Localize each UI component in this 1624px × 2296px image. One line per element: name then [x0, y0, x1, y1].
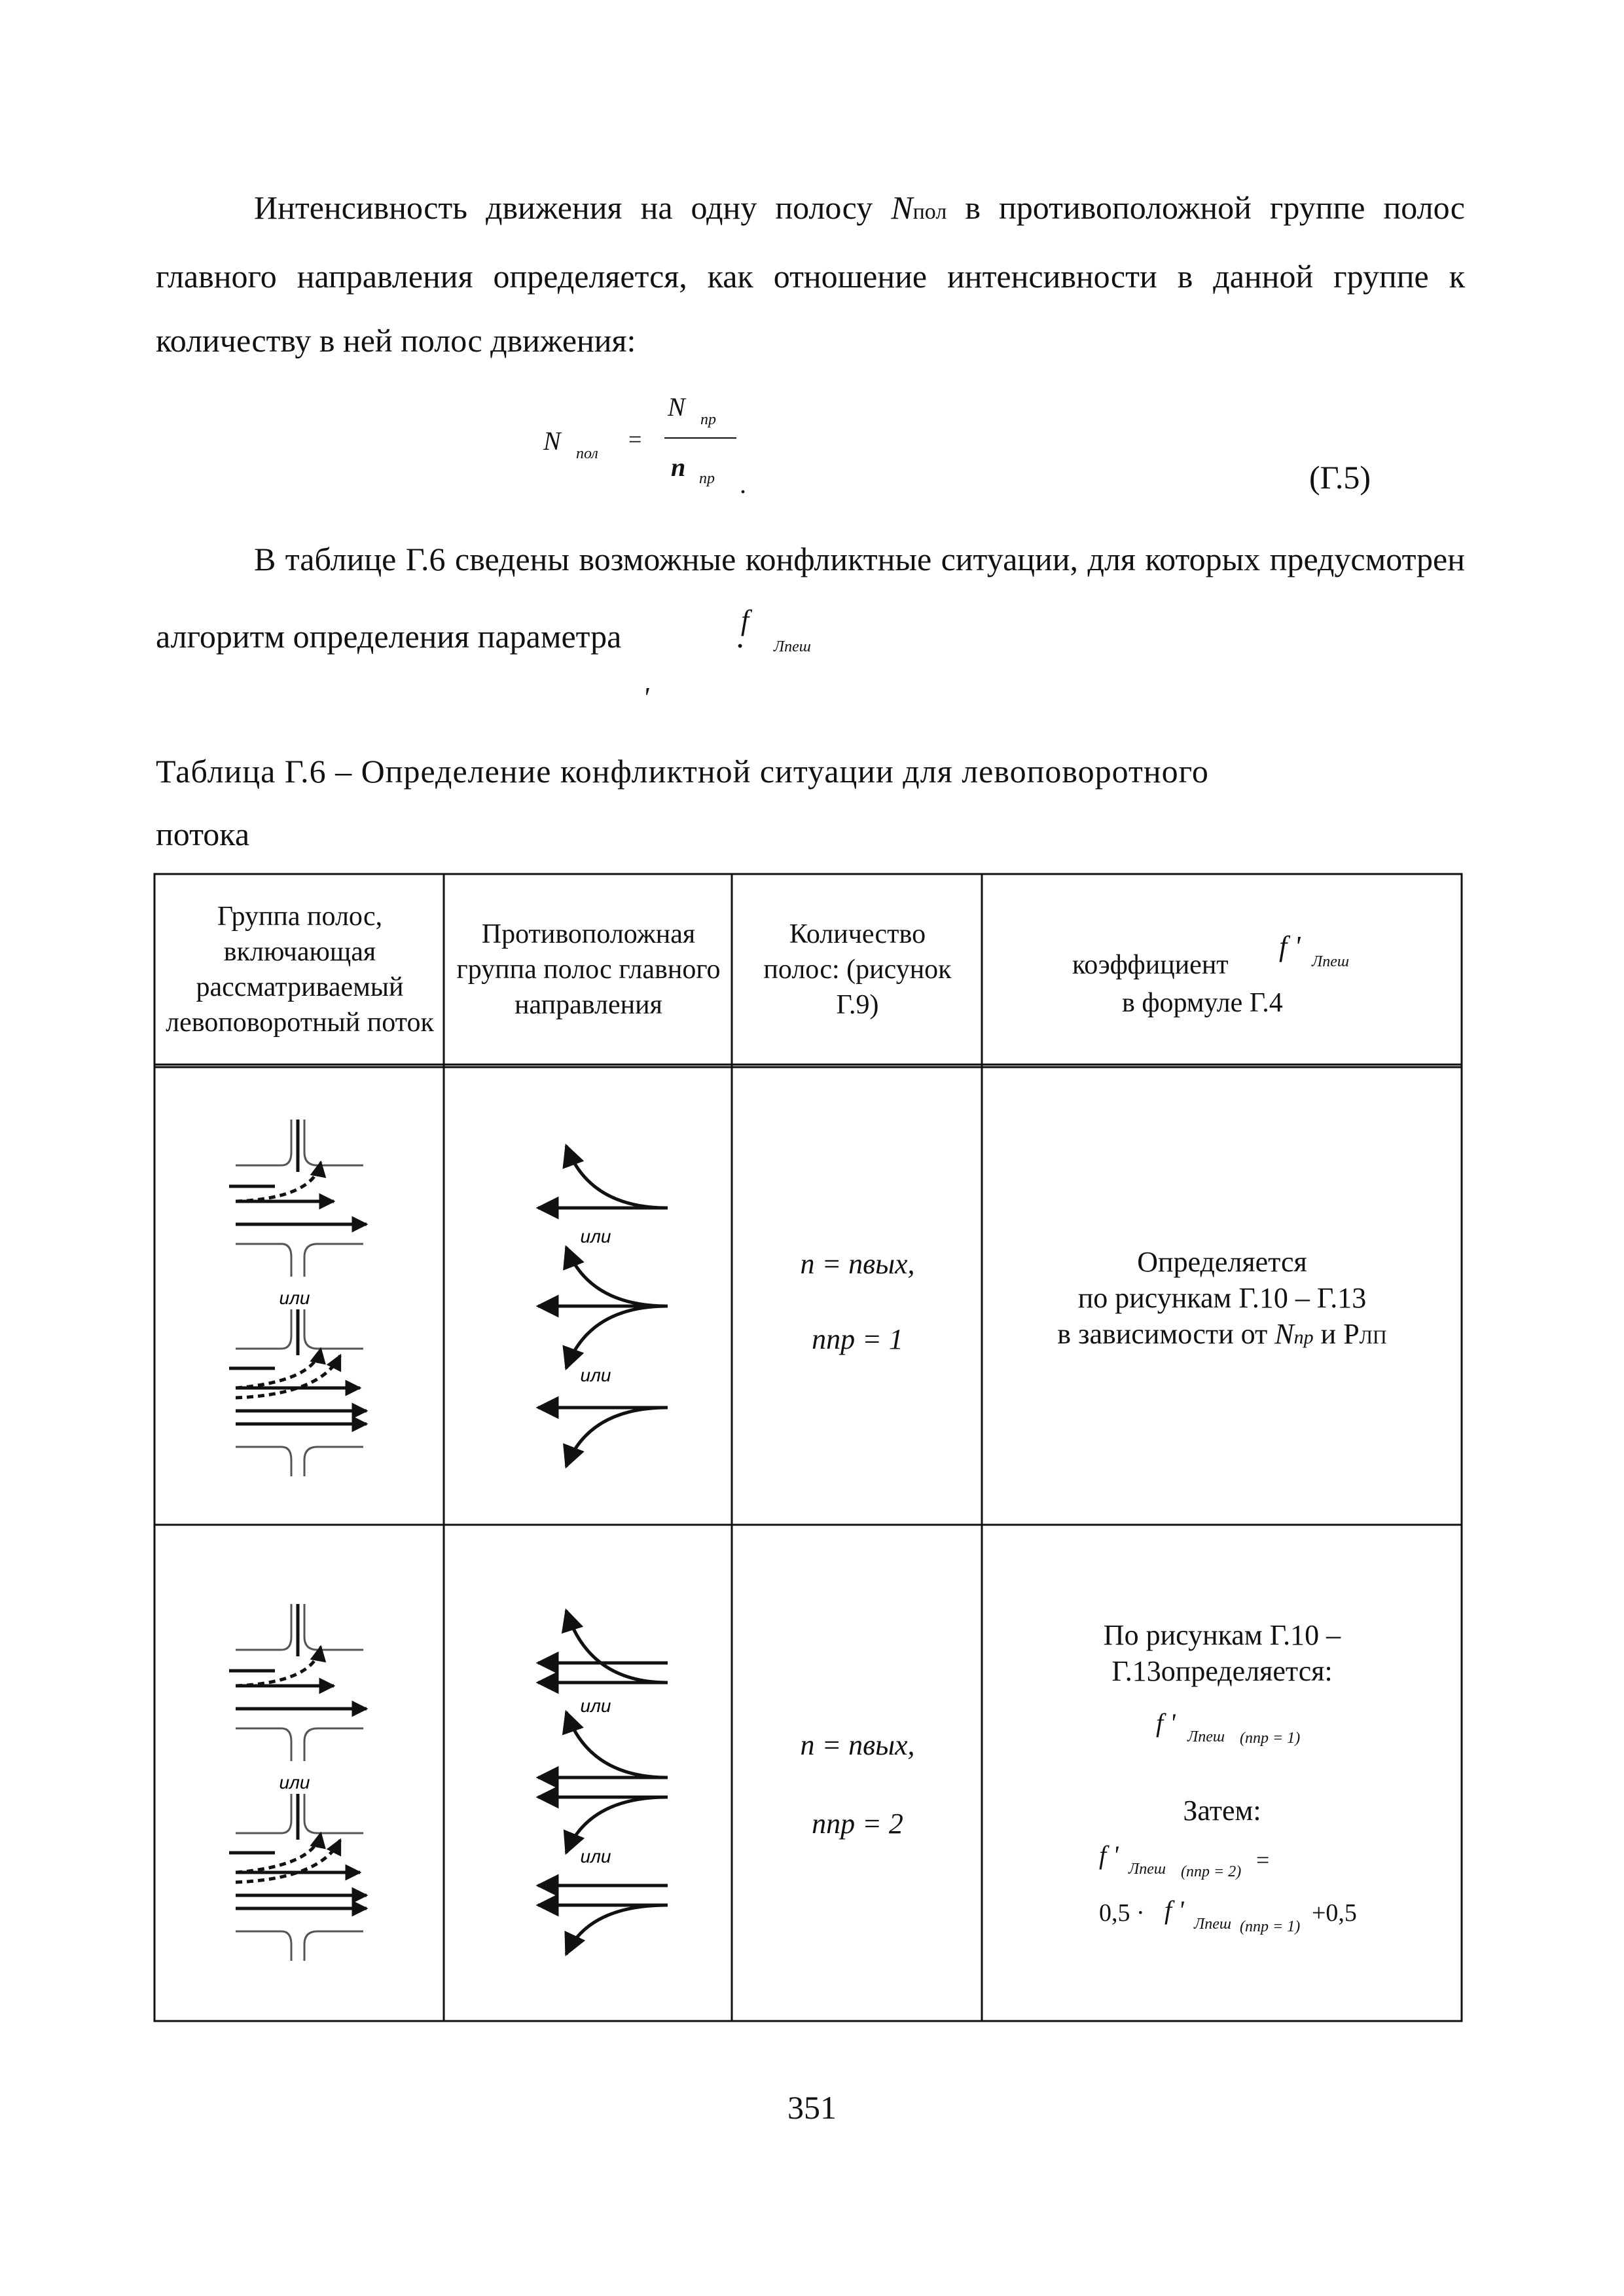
row2-f3-var: f ' — [1164, 1895, 1184, 1925]
row2-result-1: По рисункам Г.10 – — [1103, 1619, 1341, 1651]
p1-var-sub: пол — [912, 200, 947, 224]
row1-npr: nпр = 1 — [812, 1323, 903, 1355]
row2-opposite-diagram — [530, 1597, 681, 1958]
row2-f1-cond: (nпр = 1) — [1240, 1730, 1301, 1747]
caption-line2: потока — [156, 816, 250, 852]
header-col3: Количество полос: (рисунок Г.9) — [763, 919, 952, 1020]
p2-param-var: f ' — [642, 604, 749, 714]
row2-f1-sub: Лпеш — [1187, 1728, 1225, 1745]
row2-f2-cond: (nпр = 2) — [1181, 1863, 1242, 1880]
formula-num-sub: пр — [700, 411, 716, 428]
row1-result-3 — [984, 1316, 1460, 1355]
row2-lanegroup-diagram — [216, 1597, 393, 1964]
row2-f3-cond: (nпр = 1) — [1240, 1918, 1301, 1935]
p2-param-sub: Лпеш — [773, 638, 811, 655]
row1-opp-or-2: или — [580, 1365, 611, 1385]
formula-den-sub: пр — [699, 470, 715, 487]
row1-lanegroup-diagram — [216, 1113, 393, 1480]
formula-number: (Г.5) — [1309, 459, 1371, 496]
p1-before: Интенсивность движения на одну полосу — [254, 189, 873, 226]
formula-lhs-var: N — [543, 426, 561, 456]
header-col4-prefix: коэффициент — [1072, 950, 1229, 980]
row2-f3-coef: 0,5 · — [1099, 1899, 1145, 1927]
row2-f1-var: f ' — [1156, 1708, 1176, 1738]
row1-result-3-prefix: в зависимости от — [1057, 1318, 1268, 1350]
p2-text: В таблице Г.6 сведены возможные конфликтные ситуации, для которых предусмотрен алгоритм определения параметра — [156, 541, 1465, 655]
caption-line1: Таблица Г.6 – Определение конфликтной ситуации для левоповоротного — [156, 753, 1209, 790]
formula-den-var: n — [671, 452, 686, 482]
header-col2: Противоположная группа полос главного направления — [456, 919, 721, 1020]
p1-after: в противоположной группе полос главного направления определяется, как отношение интенсивности в данной группе к количеству в ней полос движения: — [156, 189, 1466, 359]
row1-n: n = nвых, — [800, 1248, 915, 1280]
header-col4 — [984, 876, 1460, 1063]
row2-f2-var: f ' — [1099, 1840, 1119, 1870]
row2-opp-or-1: или — [580, 1696, 611, 1716]
row2-f2-sub: Лпеш — [1128, 1861, 1166, 1878]
row2-npr: nпр = 2 — [812, 1808, 903, 1840]
header-col4-sub: Лпеш — [1312, 953, 1350, 970]
formula-dot: . — [740, 469, 746, 499]
row2-then: Затем: — [1183, 1795, 1261, 1827]
formula-num-var: N — [668, 392, 685, 422]
formula-lhs-sub: пол — [576, 445, 598, 462]
p1-var: N — [891, 189, 913, 226]
row1-opposite-diagram — [530, 1133, 681, 1480]
row1-result-3-p: Р — [1343, 1318, 1360, 1350]
row2-opp-or-2: или — [580, 1846, 611, 1867]
row2-f3-plus: +0,5 — [1312, 1899, 1357, 1927]
row1-result-3-var: N — [1274, 1318, 1294, 1350]
row2-result-2: Г.13определяется: — [1111, 1655, 1333, 1687]
header-col4-suffix: в формуле Г.4 — [1122, 988, 1283, 1018]
row1-result-3-sub: пр — [1293, 1326, 1314, 1348]
header-col4-var: f ' — [1279, 930, 1301, 962]
row2-lane-or: или — [279, 1772, 310, 1793]
row1-opp-or-1: или — [580, 1226, 611, 1247]
formula-eq: = — [628, 426, 642, 452]
row2-f3-sub: Лпеш — [1194, 1916, 1232, 1933]
p2-end: . — [736, 618, 744, 655]
row1-result — [984, 1244, 1460, 1355]
row2-f2-eq: = — [1256, 1847, 1270, 1873]
row1-result-3-and: и — [1320, 1318, 1337, 1350]
row1-result-3-psub: ЛП — [1359, 1326, 1387, 1348]
row2-n: n = nвых, — [800, 1729, 915, 1761]
row1-result-1: Определяется — [1137, 1246, 1307, 1278]
page-number: 351 — [787, 2089, 837, 2126]
header-col1: Группа полос, включающая рассматриваемый левоповоротный поток — [166, 902, 434, 1038]
row2-result — [984, 1617, 1460, 2010]
row1-result-2: по рисункам Г.10 – Г.13 — [1077, 1282, 1367, 1314]
row1-lane-or: или — [279, 1288, 310, 1308]
